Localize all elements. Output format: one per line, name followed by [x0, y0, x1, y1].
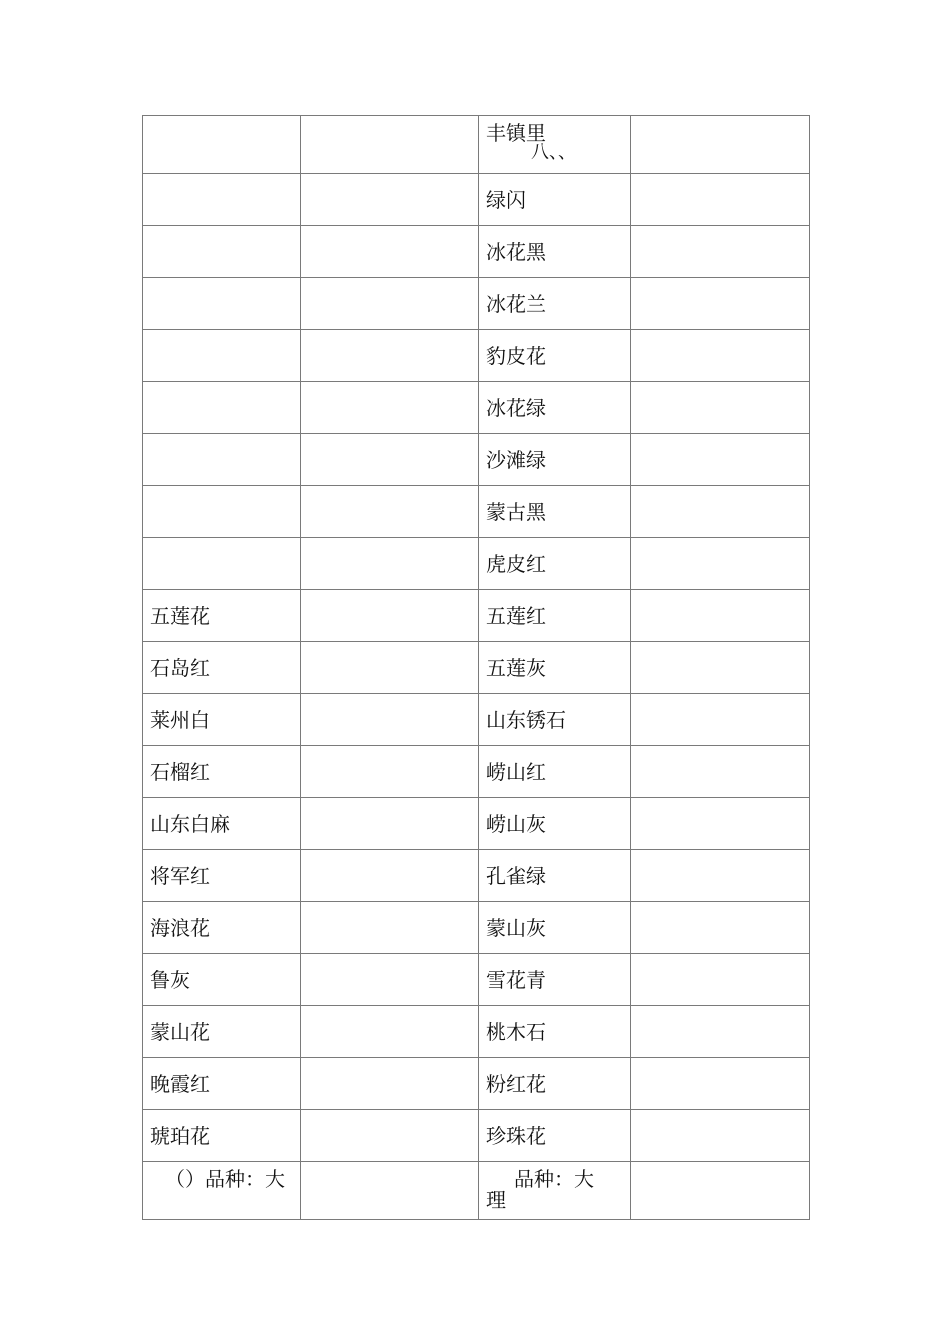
table-cell-c1: 鲁灰 [143, 954, 301, 1006]
table-cell-c4 [631, 902, 810, 954]
table-cell-c1 [143, 382, 301, 434]
table-cell-c1: 莱州白 [143, 694, 301, 746]
table-row [143, 174, 810, 226]
table-row [143, 798, 810, 850]
table-cell-c1: 海浪花 [143, 902, 301, 954]
table-cell-c4 [631, 174, 810, 226]
table-cell-c2 [301, 434, 479, 486]
table-cell-c3: 冰花黑 [479, 226, 631, 278]
table-cell-c1 [143, 486, 301, 538]
table-cell-c2 [301, 1110, 479, 1162]
table-row [143, 116, 810, 174]
table-row [143, 382, 810, 434]
table-cell-c1: 琥珀花 [143, 1110, 301, 1162]
table-cell-c3: 沙滩绿 [479, 434, 631, 486]
table-row [143, 278, 810, 330]
table-cell-c3: 蒙古黑 [479, 486, 631, 538]
table-row [143, 486, 810, 538]
table-cell-c4 [631, 1162, 810, 1220]
table-cell-c1: 山东白麻 [143, 798, 301, 850]
table-row [143, 850, 810, 902]
table-cell-c1 [143, 226, 301, 278]
table-cell-c1: 晚霞红 [143, 1058, 301, 1110]
table-cell-c1: （）品种：大 [143, 1162, 301, 1220]
table-cell-c4 [631, 434, 810, 486]
table-cell-c3: 五莲灰 [479, 642, 631, 694]
table-cell-c2 [301, 850, 479, 902]
table-cell-c4 [631, 226, 810, 278]
table-cell-c3: 蒙山灰 [479, 902, 631, 954]
table-cell-c2 [301, 694, 479, 746]
table-cell-c3: 冰花绿 [479, 382, 631, 434]
table-cell-c4 [631, 382, 810, 434]
table-cell-c1: 五莲花 [143, 590, 301, 642]
table-cell-c3: 虎皮红 [479, 538, 631, 590]
table-cell-c2 [301, 746, 479, 798]
table-row [143, 434, 810, 486]
table-cell-c4 [631, 330, 810, 382]
table-cell-c3: 冰花兰 [479, 278, 631, 330]
table-cell-c4 [631, 590, 810, 642]
stone-variety-table [142, 115, 810, 1220]
table-row [143, 746, 810, 798]
table-cell-c4 [631, 954, 810, 1006]
table-cell-c2 [301, 590, 479, 642]
table-row [143, 954, 810, 1006]
table-cell-c3: 豹皮花 [479, 330, 631, 382]
table-cell-c1: 石岛红 [143, 642, 301, 694]
table-cell-c1 [143, 330, 301, 382]
table-cell-c2 [301, 954, 479, 1006]
table-cell-c2 [301, 278, 479, 330]
table-cell-c1 [143, 434, 301, 486]
table-cell-c4 [631, 116, 810, 174]
table-cell-c2 [301, 1162, 479, 1220]
cell-text: 品种：大 [514, 1167, 594, 1191]
table-cell-c3 [479, 116, 631, 174]
cell-text: 丰镇里 [486, 121, 546, 145]
table-row [143, 1110, 810, 1162]
table-cell-c1: 将军红 [143, 850, 301, 902]
table-cell-c1 [143, 116, 301, 174]
table-cell-c2 [301, 538, 479, 590]
table-cell-c4 [631, 486, 810, 538]
table-cell-c2 [301, 798, 479, 850]
table-cell-c1: 蒙山花 [143, 1006, 301, 1058]
table-row [143, 1058, 810, 1110]
table-cell-c3: 桃木石 [479, 1006, 631, 1058]
table-row [143, 642, 810, 694]
table-cell-c1 [143, 538, 301, 590]
table-row [143, 694, 810, 746]
table-cell-c4 [631, 850, 810, 902]
table-cell-c2 [301, 382, 479, 434]
table-cell-c2 [301, 174, 479, 226]
table-cell-c3: 绿闪 [479, 174, 631, 226]
table-cell-c3: 五莲红 [479, 590, 631, 642]
table-cell-c2 [301, 1006, 479, 1058]
table-cell-c4 [631, 694, 810, 746]
table-cell-c3: 雪花青 [479, 954, 631, 1006]
table-cell-c2 [301, 226, 479, 278]
table-row [143, 538, 810, 590]
table-cell-c4 [631, 642, 810, 694]
table-cell-c2 [301, 1058, 479, 1110]
table-cell-c1 [143, 174, 301, 226]
table-cell-c3: 珍珠花 [479, 1110, 631, 1162]
table-row [143, 330, 810, 382]
cell-overflow-text: 理 [486, 1188, 506, 1212]
table-cell-c4 [631, 538, 810, 590]
table-cell-c3: 孔雀绿 [479, 850, 631, 902]
table-row-last [143, 1162, 810, 1220]
table-row [143, 226, 810, 278]
table-cell-c4 [631, 1006, 810, 1058]
table-cell-c2 [301, 486, 479, 538]
table-cell-c2 [301, 902, 479, 954]
table-cell-c3: 粉红花 [479, 1058, 631, 1110]
table-cell-c2 [301, 642, 479, 694]
table-row [143, 902, 810, 954]
table-cell-c4 [631, 1058, 810, 1110]
table-cell-c3: 崂山红 [479, 746, 631, 798]
table-row [143, 590, 810, 642]
table-cell-c2 [301, 330, 479, 382]
table-row [143, 1006, 810, 1058]
table-cell-c4 [631, 798, 810, 850]
table-cell-c4 [631, 278, 810, 330]
table-cell-c1: 石榴红 [143, 746, 301, 798]
table-cell-c3: 崂山灰 [479, 798, 631, 850]
table-cell-c4 [631, 746, 810, 798]
table-cell-c3 [479, 1162, 631, 1220]
table-cell-c4 [631, 1110, 810, 1162]
table-cell-c2 [301, 116, 479, 174]
table-cell-c1 [143, 278, 301, 330]
cell-subtext: 八、、 [531, 142, 576, 163]
table-cell-c3: 山东锈石 [479, 694, 631, 746]
